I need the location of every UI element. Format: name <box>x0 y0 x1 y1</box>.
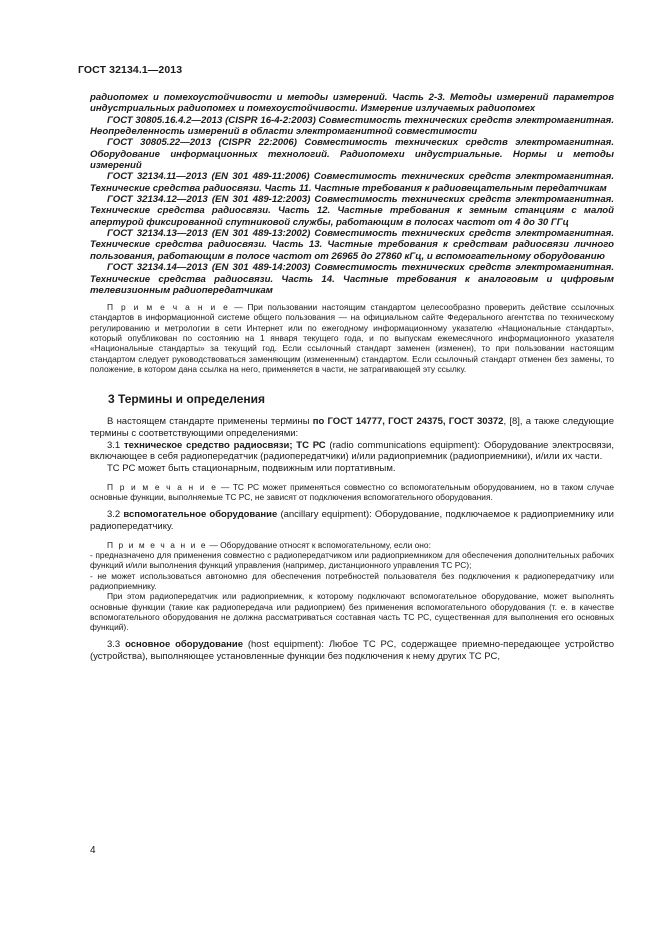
section-intro <box>90 416 614 439</box>
note-list-item: - не может использоваться автономно для обеспечения потребностей пользователя без подключения к радиопередатчику или радиоприемнику. <box>90 570 614 591</box>
term-3-2 <box>90 509 614 532</box>
note-text: — Оборудование относят к вспомогательному, если оно: <box>207 539 431 550</box>
section-heading: 3 Термины и определения <box>108 392 266 407</box>
note-label: П р и м е ч а н и е <box>107 302 230 313</box>
intro-standards: по ГОСТ 14777, ГОСТ 24375, ГОСТ 30372 <box>312 416 504 428</box>
note-label: П р и м е ч а н и е <box>107 539 208 550</box>
term-definition: (host equipment): Любое ТС РС, содержащее приемно-передающее устройство (устройства), выполняющее установленные функции без подключения к нему других ТС РС, <box>90 639 614 663</box>
reference-entry: ГОСТ 30805.22—2013 (CISPR 22:2006) Совместимость технических средств электромагнитная. Оборудование информационных технологий. Радиопомехи индустриальные. Нормы и методы измерений <box>90 137 614 172</box>
term-3-3 <box>90 639 614 662</box>
reference-entry: ГОСТ 32134.12—2013 (EN 301 489-12:2003) Совместимость технических средств электромагнитная. Технические средства радиосвязи. Часть 12. Частные требования к земным станциям с малой апертурой фиксированной спутниковой службы, работающим в полосах частот от 4 до 30 ГГц <box>90 194 614 228</box>
term-number: 3.2 <box>107 509 124 521</box>
term-definition: (radio communications equipment): Оборудование электросвязи, включающее в себя радиопередатчик (радиопередатчики) и/или радиоприемник (радиоприемники), и/или их части. <box>90 439 614 463</box>
term-number: 3.1 <box>107 439 124 451</box>
term-number: 3.3 <box>107 639 126 651</box>
term-definition: (ancillary equipment): Оборудование, подключаемое к радиоприемнику или радиопередатчику. <box>90 509 614 533</box>
term-name: техническое средство радиосвязи; ТС РС <box>123 439 326 451</box>
page-number: 4 <box>90 845 96 856</box>
term-3-1-extra: ТС РС может быть стационарным, подвижным или портативным. <box>107 463 396 475</box>
reference-entry: радиопомех и помехоустойчивости и методы измерений. Часть 2-3. Методы измерений параметров индустриальных радиопомех и помехоустойчивости. Измерение излучаемых радиопомех <box>90 92 614 115</box>
page-content <box>90 92 614 663</box>
term-name: вспомогательное оборудование <box>123 509 278 521</box>
term-3-1 <box>90 440 614 463</box>
note-continuation: При этом радиопередатчик или радиоприемник, к которому подключают вспомогательное оборудование, может выполнять основные функции (такие как радиопередача или радиоприем) без применения вспомогательного оборудования (т. е. в качестве вспомогательного оборудования не должна рассматриваться составная часть ТС РС, существенная для выполнения его основных функций). <box>90 591 614 633</box>
term-name: основное оборудование <box>125 639 243 651</box>
note-list-item: - предназначено для применения совместно с радиопередатчиком или радиоприемником для обеспечения дополнительных рабочих функций и/или выполнения функций управления (например, дистанционного управления ТС РС); <box>90 550 614 571</box>
references-note <box>90 302 614 374</box>
reference-entry: ГОСТ 32134.14—2013 (EN 301 489-14:2003) Совместимость технических средств электромагнитная. Технические средства радиосвязи. Часть 14. Частные требования к аналоговым и цифровым телевизионным радиопередатчикам <box>90 262 614 296</box>
references-list <box>90 92 614 296</box>
intro-text: В настоящем стандарте применены термины <box>107 416 313 428</box>
note-label: П р и м е ч а н и е <box>107 481 218 492</box>
term-3-1-note <box>90 482 614 503</box>
document-header-code: ГОСТ 32134.1—2013 <box>78 64 183 76</box>
reference-entry: ГОСТ 32134.11—2013 (EN 301 489-11:2006) Совместимость технических средств электромагнитная. Технические средства радиосвязи. Часть 11. Частные требования к радиовещательным передатчикам <box>90 171 614 194</box>
reference-entry: ГОСТ 30805.16.4.2—2013 (CISPR 16-4-2:2003) Совместимость технических средств электромагнитная. Неопределенность измерений в области электромагнитной совместимости <box>90 114 614 138</box>
term-3-2-note <box>90 540 614 550</box>
note-text: — При пользовании настоящим стандартом целесообразно проверить действие ссылочных стандартов в информационной системе общего пользования — на официальном сайте Федерального агентства по техническому регулированию и метрологии в сети Интернет или по ежегодному информационному указателю «Национальные стандарты», который опубликован по состоянию на 1 января текущего года, и по выпускам ежемесячного информационного указателя «Национальные стандарты» за текущий год. Если ссылочный стандарт заменен (изменен), то при пользовании настоящим стандартом следует руководствоваться заменяющим (измененным) стандартом. Если ссылочный стандарт отменен без замены, то положение, в котором дана ссылка на него, применяется в части, не затрагивающей эту ссылку. <box>90 302 614 374</box>
intro-text-end: , [8], а также следующие термины с соответствующими определениями: <box>90 416 615 439</box>
reference-entry: ГОСТ 32134.13—2013 (EN 301 489-13:2002) Совместимость технических средств электромагнитная. Технические средства радиосвязи. Часть 13. Частные требования к средствам радиосвязи личного пользования, работающим в полосе частот от 26965 до 27860 кГц, и вспомогательному оборудованию <box>90 228 614 262</box>
note-text: — ТС РС может применяться совместно со вспомогательным оборудованием, но в таком случае основные функции, выполняемые ТС РС, не зависят от подключения вспомогательного оборудования. <box>90 481 614 503</box>
